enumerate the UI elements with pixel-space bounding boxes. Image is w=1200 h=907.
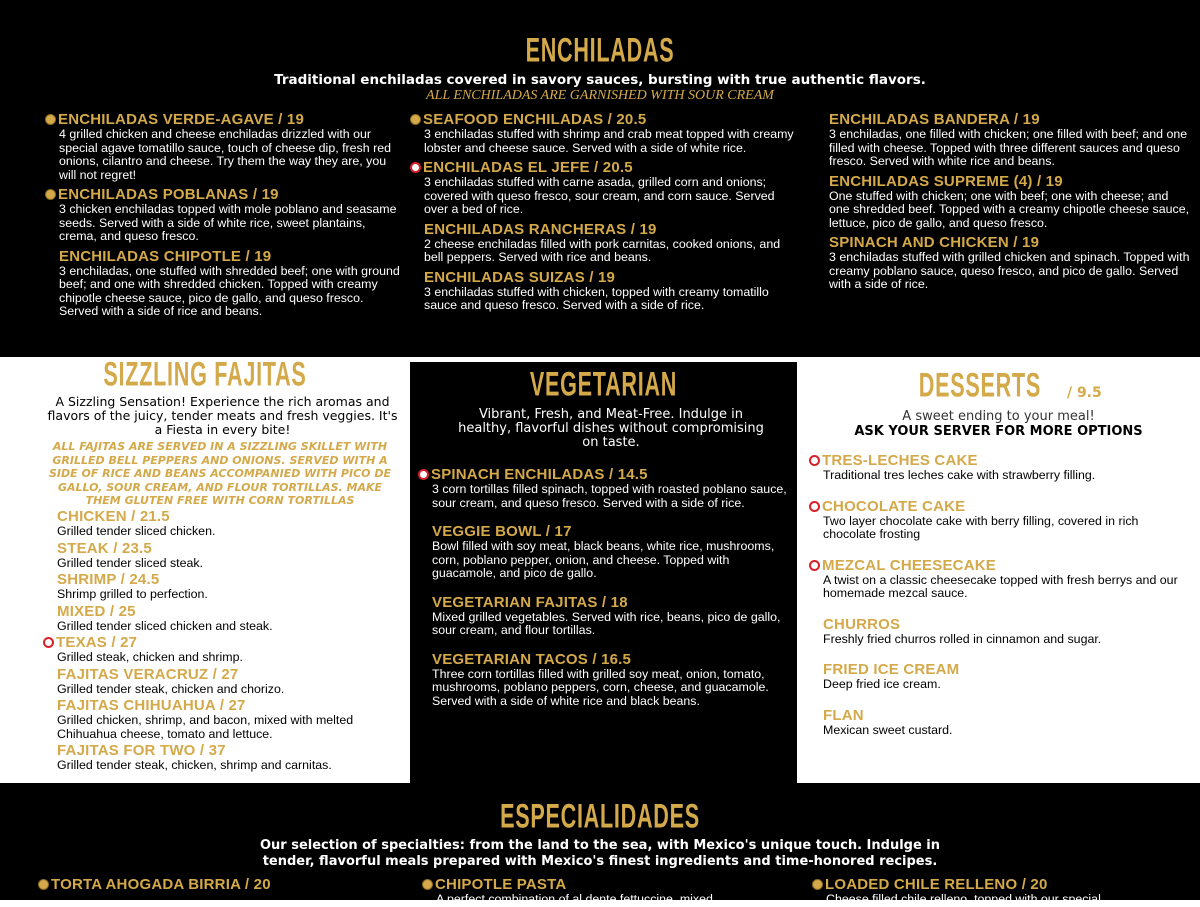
menu-item-description: 3 enchiladas stuffed with shrimp and crab meat topped with creamy lobster and cheese sauce. Served with a side of white rice. — [424, 127, 794, 155]
menu-item — [812, 877, 1172, 907]
menu-item — [45, 187, 405, 244]
menu-item-title: ENCHILADAS SUIZAS / 19 — [424, 268, 616, 286]
menu-item-description: Mixed grilled vegetables. Served with rice, beans, pico de gallo, sour cream, and flour tortillas. — [432, 609, 781, 637]
menu-item-name — [43, 541, 403, 557]
menu-item-description: 3 enchiladas stuffed with carne asada, grilled corn and onions; covered with queso fresco, sour cream, and corn sauce. Served over a bed of rice. — [424, 175, 775, 216]
menu-item-title: SHRIMP / 24.5 — [57, 571, 160, 588]
enchiladas-note: ALL ENCHILADAS ARE GARNISHED WITH SOUR CREAM — [426, 88, 774, 103]
menu-item-description: Grilled tender steak, chicken, shrimp and carnitas. — [57, 758, 332, 772]
menu-item — [45, 249, 405, 319]
menu-item — [410, 270, 795, 313]
menu-item — [38, 877, 398, 893]
menu-item-name — [418, 652, 788, 668]
menu-item-description: Grilled tender sliced chicken. — [57, 524, 216, 538]
menu-item-title: FAJITAS CHIHUAHUA / 27 — [57, 697, 246, 714]
menu-item — [43, 509, 403, 539]
vegetarian-intro: Vibrant, Fresh, and Meat-Free. Indulge in healthy, flavorful dishes without compromising on taste. — [458, 407, 764, 450]
new-badge-icon — [812, 879, 823, 890]
menu-item-name — [418, 595, 788, 611]
menu-item-title: VEGETARIAN FAJITAS / 18 — [432, 593, 628, 611]
desserts-note: ASK YOUR SERVER FOR MORE OPTIONS — [854, 424, 1143, 439]
menu-item-name — [43, 604, 403, 620]
menu-column — [410, 112, 795, 313]
menu-item-description: Cheese filled chile relleno, topped with our special — [826, 892, 1101, 906]
menu-item-name — [410, 222, 795, 238]
menu-item-name — [809, 662, 1194, 678]
menu-item-title: SEAFOOD ENCHILADAS / 20.5 — [423, 111, 647, 128]
fajitas-section — [0, 357, 410, 783]
menu-item-description: 3 enchiladas, one stuffed with shredded beef; one with ground beef; and one with shredded chicken. Topped with creamy chipotle cheese sauce, pico de gallo, and queso fresco. Served with a side of rice and beans. — [59, 263, 400, 318]
new-badge-icon — [410, 114, 421, 125]
menu-item-name — [43, 667, 403, 683]
menu-item — [809, 499, 1194, 542]
menu-item-description: 4 grilled chicken and cheese enchiladas drizzled with our special agave tomatillo sauce, touch of cheese dip, fresh red onions, cilantro and cheese. Try them the way they are, you will not regret! — [59, 127, 391, 182]
heart-icon — [43, 637, 54, 648]
menu-item-name — [815, 174, 1190, 190]
menu-item-name — [43, 743, 403, 759]
menu-item-name — [815, 112, 1190, 128]
menu-item-description: A twist on a classic cheesecake topped with fresh berrys and our homemade mezcal sauce. — [823, 572, 1178, 600]
desserts-intro: A sweet ending to your meal! — [902, 409, 1095, 424]
menu-item-title: MEZCAL CHEESECAKE — [822, 556, 996, 574]
menu-item — [815, 235, 1190, 292]
menu-item-description: Shrimp grilled to perfection. — [57, 587, 208, 601]
menu-item — [809, 617, 1194, 647]
menu-item-title: ENCHILADAS POBLANAS / 19 — [58, 186, 279, 203]
menu-column — [809, 453, 1194, 737]
especialidades-title: ESPECIALIDADES — [500, 797, 700, 836]
menu-item — [418, 467, 788, 510]
menu-item-title: CHIPOTLE PASTA — [435, 876, 567, 893]
menu-item — [809, 708, 1194, 738]
menu-item-name — [410, 112, 795, 128]
menu-item-description: 3 chicken enchiladas topped with mole poblano and seasame seeds. Served with a side of white rice, sweet plantains, crema, and queso fresco. — [59, 202, 397, 243]
menu-column — [45, 112, 405, 319]
menu-item-title: MIXED / 25 — [57, 602, 136, 620]
menu-item — [410, 160, 795, 217]
menu-item-name — [418, 524, 788, 540]
menu-item-title: VEGGIE BOWL / 17 — [432, 523, 572, 540]
menu-item-name — [812, 877, 1172, 893]
menu-item — [815, 112, 1190, 169]
desserts-section — [797, 357, 1200, 783]
menu-item-name — [38, 877, 398, 893]
menu-item-description: 3 corn tortillas filled spinach, topped with roasted poblano sauce, sour cream, and queso fresco. Served with a side of rice. — [432, 482, 787, 510]
menu-column — [422, 877, 782, 907]
enchiladas-title: ENCHILADAS — [525, 31, 675, 70]
menu-item-title: ENCHILADAS RANCHERAS / 19 — [424, 220, 657, 238]
menu-item-description: 3 enchiladas, one filled with chicken; one filled with beef; and one filled with cheese. Topped with three different sauces and queso fresco. Served with white rice and beans. — [829, 127, 1188, 168]
menu-item-description: Three corn tortillas filled with grilled soy meat, onion, tomato, mushrooms, poblano peppers, corn, cheese, and guacamole. Served with a side of white rice and black beans. — [432, 666, 769, 708]
menu-item — [43, 541, 403, 571]
menu-item — [809, 558, 1194, 601]
menu-item — [43, 635, 403, 665]
menu-item-description: Traditional tres leches cake with strawberry filling. — [823, 468, 1096, 482]
menu-item-name — [418, 467, 788, 483]
heart-icon — [809, 501, 820, 512]
menu-item — [809, 662, 1194, 692]
menu-item-name — [410, 270, 795, 286]
menu-item-description: Deep fried ice cream. — [823, 677, 941, 691]
menu-item-name — [43, 635, 403, 651]
menu-column — [43, 509, 403, 773]
menu-item-name — [815, 235, 1190, 251]
menu-item-name — [809, 499, 1194, 515]
menu-item-description: A perfect combination of al dente fettuccine, mixed — [436, 892, 713, 906]
fajitas-note: ALL FAJITAS ARE SERVED IN A SIZZLING SKILLET WITH GRILLED BELL PEPPERS AND ONIONS. SERVED WITH A SIDE OF RICE AND BEANS ACCOMPANIED WITH PICO DE GALLO, SOUR CREAM, AND FLOUR TORTILLAS. MAKE THEM GLUTEN FREE WITH CORN TORTILLAS — [49, 440, 391, 507]
menu-item-title: ENCHILADAS BANDERA / 19 — [829, 111, 1040, 128]
new-badge-icon — [45, 114, 56, 125]
fajitas-intro: A Sizzling Sensation! Experience the rich aromas and flavors of the juicy, tender meats and fresh veggies. It's a Fiesta in every bite! — [47, 394, 398, 437]
new-badge-icon — [45, 189, 56, 200]
menu-item-title: STEAK / 23.5 — [57, 539, 152, 557]
menu-item-title: TORTA AHOGADA BIRRIA / 20 — [51, 876, 271, 893]
menu-item — [45, 112, 405, 182]
menu-item — [43, 604, 403, 634]
menu-item-name — [809, 558, 1194, 574]
menu-item-description: 2 cheese enchiladas filled with pork carnitas, cooked onions, and bell peppers. Served with rice and beans. — [424, 236, 781, 264]
menu-item-title: FAJITAS VERACRUZ / 27 — [57, 665, 239, 683]
desserts-title: DESSERTS — [918, 366, 1042, 405]
menu-item-title: ENCHILADAS SUPREME (4) / 19 — [829, 172, 1063, 190]
menu-item-title: CHOCOLATE CAKE — [822, 497, 966, 515]
menu-item — [43, 667, 403, 697]
menu-item — [418, 524, 788, 581]
menu-column — [418, 467, 788, 708]
menu-item-title: TEXAS / 27 — [56, 634, 138, 651]
menu-item-name — [45, 112, 405, 128]
menu-item-name — [410, 160, 795, 176]
menu-item-title: LOADED CHILE RELLENO / 20 — [825, 876, 1048, 893]
menu-item-description: One stuffed with chicken; one with beef; one with cheese; and one shredded beef. Topped with a creamy chipotle cheese sauce, lettuce, pico de gallo, and queso fresco. — [829, 188, 1190, 230]
menu-item-description: Grilled tender sliced chicken and steak. — [57, 618, 273, 633]
menu-item — [815, 174, 1190, 231]
fajitas-title: SIZZLING FAJITAS — [103, 355, 307, 394]
menu-column — [815, 112, 1190, 292]
menu-item-description: 3 enchiladas stuffed with chicken, topped with creamy tomatillo sauce and queso fresco. Served with a side of rice. — [424, 284, 769, 312]
menu-item-title: CHICKEN / 21.5 — [57, 508, 170, 525]
menu-item-description: Grilled steak, chicken and shrimp. — [57, 650, 243, 664]
menu-item-name — [45, 249, 405, 265]
heart-icon — [418, 469, 429, 480]
new-badge-icon — [38, 879, 49, 890]
menu-item-description: Grilled tender sliced steak. — [57, 555, 204, 570]
menu-item-title: SPINACH AND CHICKEN / 19 — [829, 234, 1040, 251]
menu-item-title: SPINACH ENCHILADAS / 14.5 — [431, 466, 648, 483]
menu-item-title: ENCHILADAS EL JEFE / 20.5 — [423, 159, 633, 176]
menu-item — [410, 222, 795, 265]
menu-column — [812, 877, 1172, 907]
menu-item — [410, 112, 795, 155]
new-badge-icon — [422, 879, 433, 890]
menu-item-title: FAJITAS FOR TWO / 37 — [57, 742, 226, 759]
menu-item-name — [422, 877, 782, 893]
menu-item-name — [809, 453, 1194, 469]
menu-item-description: 3 enchiladas stuffed with grilled chicken and spinach. Topped with creamy poblano sauce, queso fresco, and pico de gallo. Served with a side of rice. — [829, 250, 1190, 291]
menu-item-name — [43, 572, 403, 588]
menu-item-title: ENCHILADAS VERDE-AGAVE / 19 — [58, 111, 304, 128]
heart-icon — [809, 455, 820, 466]
menu-item — [43, 743, 403, 773]
especialidades-intro: Our selection of specialties: from the land to the sea, with Mexico's unique touch. Indulge in tender, flavorful meals prepared with Mexico's finest ingredients and time-honored recipes. — [259, 838, 941, 869]
heart-icon — [809, 560, 820, 571]
menu-item — [809, 453, 1194, 483]
menu-item — [418, 595, 788, 638]
menu-item-description: Grilled chicken, shrimp, and bacon, mixed with melted Chihuahua cheese, tomato and lettuce. — [57, 713, 354, 741]
especialidades-section — [0, 783, 1200, 906]
menu-item — [422, 877, 782, 907]
heart-icon — [410, 162, 421, 173]
menu-column — [38, 877, 398, 893]
menu-item — [418, 652, 788, 709]
menu-item-title: FRIED ICE CREAM — [823, 661, 960, 678]
enchiladas-section — [0, 0, 1200, 357]
enchiladas-subtitle: Traditional enchiladas covered in savory sauces, bursting with true authentic flavors. — [274, 72, 926, 88]
menu-item-name — [45, 187, 405, 203]
menu-item-description: Two layer chocolate cake with berry filling, covered in rich chocolate frosting — [823, 513, 1139, 541]
menu-item-description: Bowl filled with soy meat, black beans, white rice, mushrooms, corn, poblano pepper, onion, and cheese. Topped with guacamole, and pico de gallo. — [432, 539, 775, 580]
menu-item-description: Freshly fried churros rolled in cinnamon and sugar. — [823, 631, 1102, 646]
menu-item-name — [809, 617, 1194, 633]
menu-item-name — [809, 708, 1194, 724]
menu-item-name — [43, 698, 403, 714]
menu-item-name — [43, 509, 403, 525]
menu-item-title: ENCHILADAS CHIPOTLE / 19 — [59, 247, 272, 265]
menu-item-title: VEGETARIAN TACOS / 16.5 — [432, 650, 632, 668]
menu-item — [43, 572, 403, 602]
menu-item-title: TRES-LECHES CAKE — [822, 452, 978, 469]
menu-item-title: CHURROS — [823, 615, 901, 633]
vegetarian-title: VEGETARIAN — [529, 365, 678, 404]
vegetarian-section — [410, 362, 797, 783]
desserts-header — [797, 366, 1200, 405]
menu-item — [43, 698, 403, 741]
menu-item-description: Grilled tender steak, chicken and chorizo. — [57, 681, 285, 696]
menu-item-title: FLAN — [823, 706, 864, 724]
menu-item-description: Mexican sweet custard. — [823, 722, 953, 737]
desserts-price: / 9.5 — [1066, 385, 1102, 401]
